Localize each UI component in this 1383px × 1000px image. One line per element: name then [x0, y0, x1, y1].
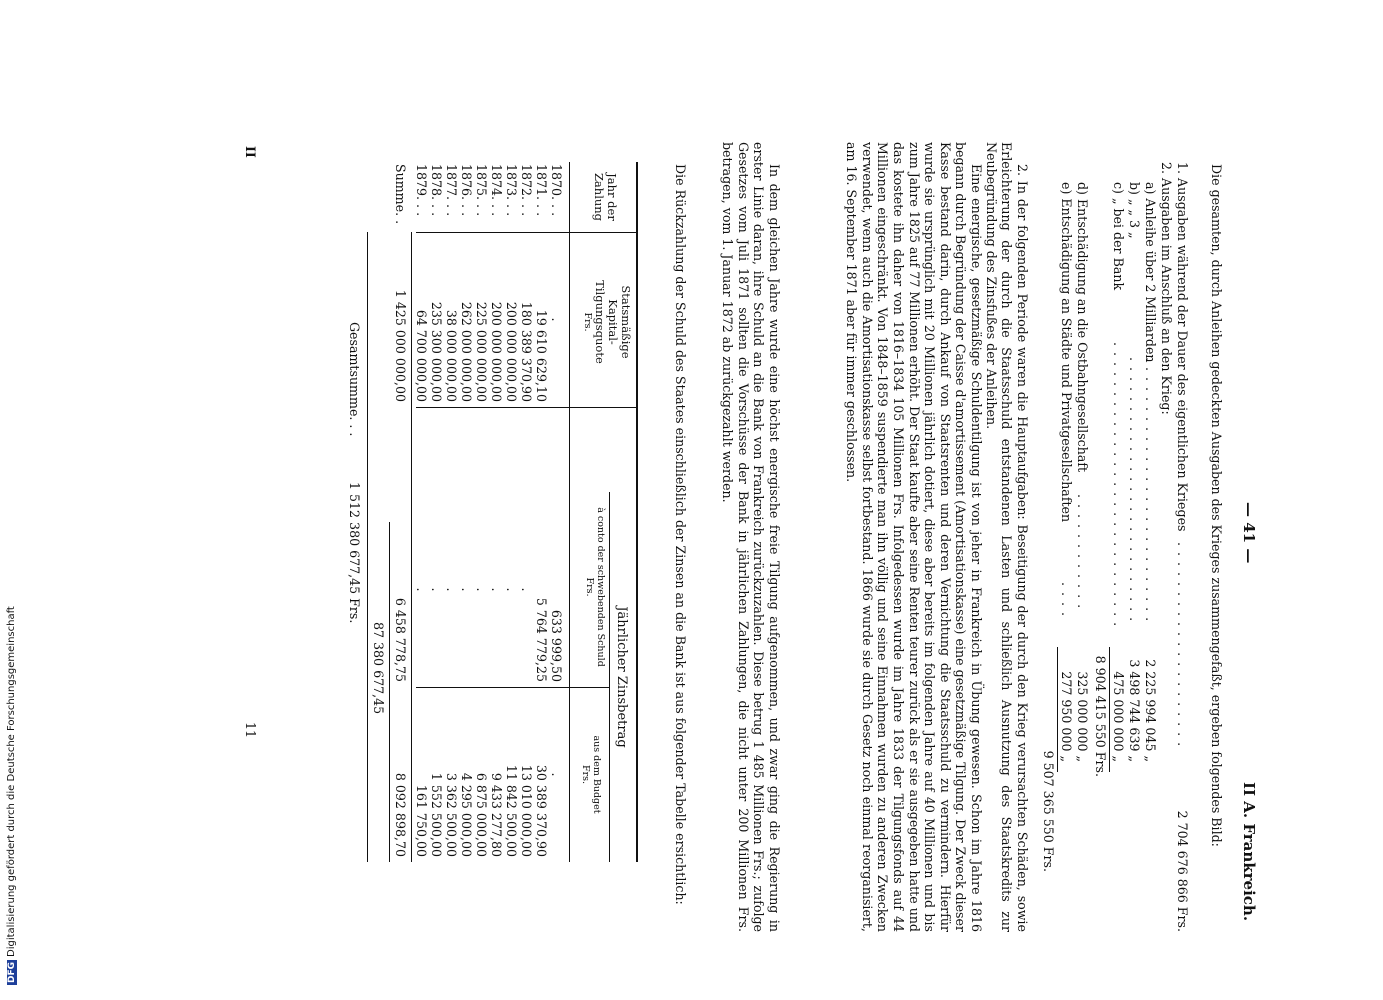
- cell-budget: 161 750,00: [414, 784, 429, 857]
- cell-floating: .: [429, 587, 444, 592]
- summary-total: 9 507 365 550 Frs.: [1041, 750, 1056, 872]
- summary-leader-d: . . . . . . . . . . . .: [1075, 494, 1090, 610]
- table-col-rule-1: [416, 232, 638, 233]
- cell-budget: 1 552 500,00: [429, 772, 444, 857]
- summary-item-1-value: 2 704 676 866 Frs.: [1175, 810, 1190, 932]
- paragraph-2: 2. In der folgenden Periode waren die Hauptaufgaben: Beseitigung der durch den Krieg verursachten Schäden, sowie Erleichterung der durch die Staatsschuld entstandenen Lasten und schließlich Ausnutzung des Staatskredits zur Neubegründung des Zinsfußes der Anleihen.: [983, 142, 1030, 932]
- summary-leader-e: . . . .: [1059, 582, 1074, 618]
- cell-floating: .: [504, 587, 519, 592]
- cell-quota: 200 000 000,00: [504, 301, 519, 402]
- col-header-budget: aus dem Budget Frs.: [580, 735, 602, 814]
- cell-year: 1874. . .: [489, 164, 504, 217]
- cell-floating: .: [489, 587, 504, 592]
- cell-floating: .: [414, 587, 429, 592]
- sum-rule: [411, 232, 412, 862]
- cell-budget: .: [549, 772, 564, 777]
- cell-floating: .: [519, 587, 534, 592]
- summary-a-value: 2 225 994 045 „: [1143, 659, 1158, 762]
- summary-c-label: c) „ bei der Bank: [1111, 182, 1126, 291]
- cell-year: 1879. . .: [414, 164, 429, 217]
- cell-budget: 4 295 000,00: [459, 772, 474, 857]
- summary-a-label: a) Anleihe über 2 Milliarden: [1143, 182, 1158, 363]
- cell-quota: 19 610 629,10: [534, 309, 549, 402]
- section-heading: II A. Frankreich.: [1240, 782, 1258, 922]
- paragraph-3: Eine energische, gesetzmäßige Schuldentilgung ist von jeher in Frankreich in Übung gewesen. Schon im Jahre 1816 begann durch Begründung der Caisse d'amortissement (Amortisationskasse) eine gesetzmäßige Tilgung. Der Zweck dieser Kasse bestand darin, durch Ankauf von Staatsrenten und deren Vernichtung die Staatsschuld zu vermindern. Hierfür wurde sie ursprünglich mit 20 Millionen jährlich dotiert, diese aber bereits im folgenden Jahre auf 40 Millionen und bis zum Jahre 1825 auf 77 Millionen erhöht. Der Staat kaufte aber seine Renten teurer zurück als er sie ausgegeben hatte und das kostete ihn daher von 1816–1834 105 Millionen Frs. Infolgedessen wurde im Jahre 1833 der Tilgungsfonds auf 44 Millionen eingeschränkt. Von 1848–1859 suspendierte man ihn völlig und seine Einnahmen wurden zu anderen Zwecken verwendet, wenn auch die Amortisationskasse selbst fortbestand. 1866 wurde sie durch Gesetz noch einmal reorganisiert, am 16. September 1871 aber für immer geschlossen.: [844, 142, 984, 932]
- cell-year: 1871. . .: [534, 164, 549, 217]
- funding-note: [6, 606, 17, 985]
- cell-quota: 180 389 370,90: [519, 301, 534, 402]
- cell-floating: 5 764 779,25: [534, 597, 549, 682]
- total-rule: [1057, 647, 1058, 772]
- cell-budget: 11 842 500,00: [504, 764, 519, 857]
- cell-year: 1870. . .: [549, 164, 564, 217]
- summary-subtotal: 8 904 415 550 Frs.: [1093, 655, 1108, 777]
- cell-year: 1878. . .: [429, 164, 444, 217]
- table-col-rule-3: [416, 687, 610, 688]
- col-group-interest: Jährlicher Zinsbetrag: [614, 606, 629, 748]
- summary-item-1-label: 1. Ausgaben während der Dauer des eigentlichen Krieges: [1175, 162, 1190, 532]
- cell-budget: 9 433 277,80: [489, 772, 504, 857]
- cell-quota: 235 300 000,00: [429, 301, 444, 402]
- summary-b-label: b) „ „ 3 „: [1127, 182, 1142, 239]
- cell-quota: 262 000 000,00: [459, 301, 474, 402]
- paragraph-4: In dem gleichen Jahre wurde eine höchst energische freie Tilgung aufgenommen, und zwar ging die Regierung in erster Linie daran, ihre Schuld an die Bank von Frankreich zurückzuzahlen. Diese betrug 1 485 Millionen Frs.; zufolge Gesetzes vom Juli 1871 sollten die Vorschüsse der Bank in jährlichen Zahlungen, die nicht unter 200 Millionen Frs. betragen, vom 1. Januar 1872 ab zurückgezahlt werden.: [720, 142, 782, 932]
- cell-budget: 30 389 370,90: [534, 764, 549, 857]
- table-col-rule-2: [416, 407, 638, 408]
- summary-b-value: 3 498 744 639 „: [1127, 659, 1142, 762]
- signature-left: II: [243, 146, 258, 158]
- cell-floating: 633 999,50: [549, 609, 564, 682]
- summary-leader-c: . . . . . . . . . . . . . . . . . . . . . . . . . . . . .: [1111, 342, 1126, 628]
- grand-total-label: Gesamtsumme. . .: [347, 322, 362, 437]
- summary-item-2-label: 2. Ausgaben im Anschluß an den Krieg:: [1159, 162, 1174, 415]
- signature-right: 11: [243, 722, 258, 739]
- dfg-logo: DFG: [7, 961, 17, 983]
- cell-floating: .: [474, 587, 489, 592]
- col-header-quota: Statsmäßige Kapital-Tilgungsquote Frs.: [582, 280, 633, 364]
- cell-quota: 64 700 000,00: [414, 309, 429, 402]
- subtotal-rule: [1109, 647, 1110, 772]
- page-number: — 41 —: [1240, 502, 1258, 564]
- grand-total-rule: [367, 232, 368, 862]
- cell-budget: 3 362 500,00: [444, 772, 459, 857]
- summary-leader-a: . . . . . . . . . . . . . . . . . . . . . . . . . . .: [1143, 357, 1158, 623]
- cell-quota: .: [549, 317, 564, 322]
- summary-leader-b: . . . . . . . . . . . . . . . . . . . . . . . . . . .: [1127, 357, 1142, 623]
- cell-quota: 38 000 000,00: [444, 309, 459, 402]
- cell-quota: 225 000 000,00: [474, 301, 489, 402]
- intro-paragraph: Die gesamten, durch Anleihen gedeckten Ausgaben des Krieges zusammengefaßt, ergeben folgendes Bild:: [1209, 164, 1224, 847]
- col-header-floating: à conto der schwebenden Schuld Frs.: [584, 507, 606, 667]
- col-header-year: Jahr der Zahlung: [592, 172, 619, 222]
- cell-year: 1876. . .: [459, 164, 474, 217]
- cell-budget: 13 010 000,00: [519, 764, 534, 857]
- cell-year: 1873. . .: [504, 164, 519, 217]
- sum-floating: 6 458 778,75: [393, 597, 408, 682]
- grand-total-value: 1 512 380 677,45 Frs.: [347, 482, 362, 624]
- sum-label: Summe. .: [393, 164, 408, 225]
- summary-d-value: 325 000 000 „: [1075, 671, 1090, 762]
- cell-year: 1872. . .: [519, 164, 534, 217]
- table-group-rule: [609, 492, 610, 862]
- cell-floating: .: [444, 587, 459, 592]
- summary-d-label: d) Entschädigung an die Ostbahngesellschaft: [1075, 182, 1090, 473]
- cell-floating: .: [459, 587, 474, 592]
- summary-leader-1: . . . . . . . . . . . . . . . . . . . . .: [1175, 542, 1190, 748]
- summary-e-label: e) Entschädigung an Städte und Privatgesellschaften: [1059, 182, 1074, 523]
- summary-c-value: 475 000 000 „: [1111, 671, 1126, 762]
- interest-total-rule: [389, 522, 390, 862]
- summary-e-value: 277 950 000 „: [1059, 671, 1074, 762]
- sum-quota: 1 425 000 000,00: [393, 289, 408, 402]
- cell-year: 1875. . .: [474, 164, 489, 217]
- sum-budget: 8 092 898,70: [393, 772, 408, 857]
- table-header-rule: [569, 162, 570, 862]
- table-top-rule: [637, 162, 639, 862]
- paragraph-5: Die Rückzahlung der Schuld des Staates einschließlich der Zinsen an die Bank ist aus folgender Tabelle ersichtlich:: [673, 164, 688, 905]
- interest-total: 87 380 677,45: [371, 622, 386, 715]
- cell-budget: 6 875 000,00: [474, 772, 489, 857]
- scanned-page: [158, 142, 1258, 942]
- cell-year: 1877. . .: [444, 164, 459, 217]
- funding-note-text: Digitalisierung gefördert durch die Deutsche Forschungsgemeinschaft: [6, 606, 17, 957]
- cell-quota: 200 000 000,00: [489, 301, 504, 402]
